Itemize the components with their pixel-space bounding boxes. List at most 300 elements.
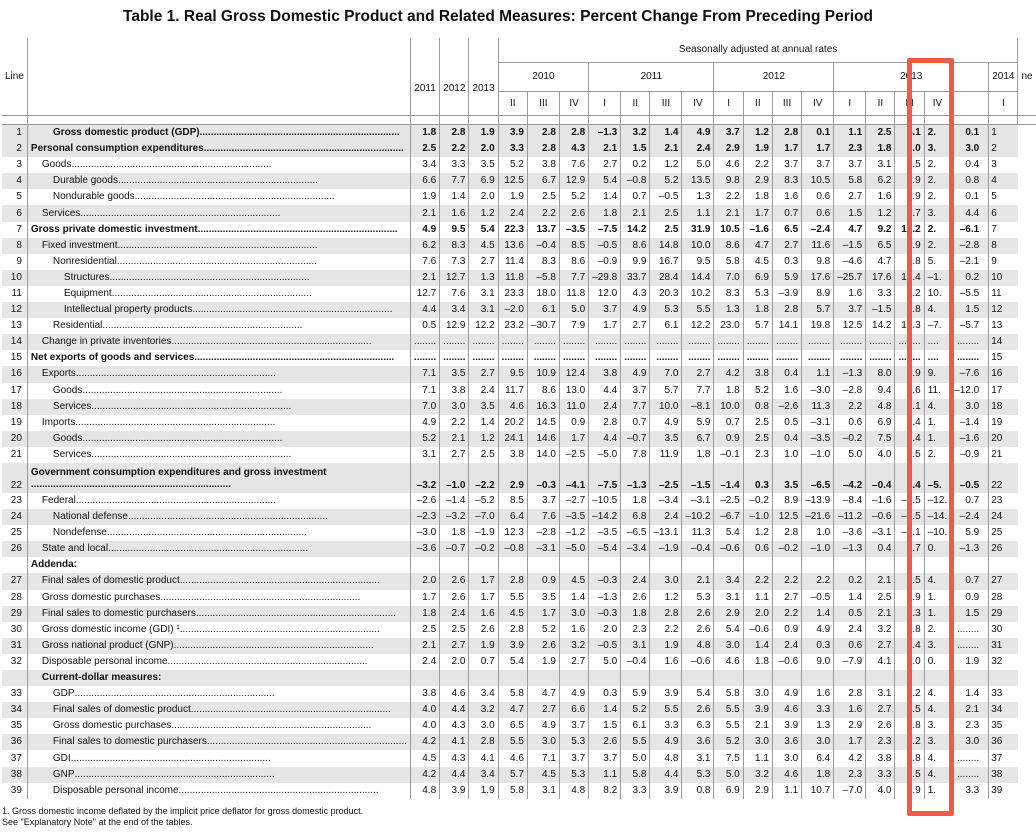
quarter-year-2010: 2010 [498,63,589,92]
value-cell: –14.2 [589,509,621,525]
leader-dots: ........................................................................ [160,591,361,603]
value-cell: 2.8 [527,125,559,142]
value-cell: 0.8 [682,783,714,799]
value-cell: 9.5 [682,254,714,270]
value-cell: ........ [772,334,801,350]
value-cell: 3.2 [621,125,650,142]
value-cell: 5.2 [650,173,682,189]
value-cell: –0.6 [743,622,772,638]
value-cell: 9.2 [866,222,895,238]
value-cell: –0.5 [802,590,834,606]
leader-dots: ........................................................................ [171,720,372,732]
header-blank [440,38,469,63]
value-cell: 2.5 [469,447,498,463]
value-cell: 3.0 [951,399,989,415]
value-cell: 5.9 [895,238,924,254]
value-cell: ........ [772,350,801,366]
value-cell: –0.5 [895,509,924,525]
value-cell: 3.7 [559,718,588,734]
value-cell: 4.9 [621,302,650,318]
value-cell: 3.2 [559,638,588,654]
value-cell: 0.4 [895,463,924,493]
value-cell: 1.3 [714,302,743,318]
line-number-right: 38 [989,767,1018,783]
value-cell: 5.5 [621,734,650,750]
value-cell: 0.8 [743,399,772,415]
value-cell: 2.7 [866,638,895,654]
value-cell: 28.4 [650,270,682,286]
line-header: Line [2,38,27,116]
value-cell: 1.1 [772,783,801,799]
value-cell: 3.4 [469,767,498,783]
value-cell: 4. [924,686,950,702]
gdp-table [2,38,1036,799]
value-cell: 0.1 [951,189,989,205]
leader-dots: ........................................................................ [82,384,283,396]
value-cell: 2.8 [650,606,682,622]
value-cell: 6.6 [410,173,439,189]
leader-dots: ........................................................................ [75,495,276,507]
table-row [2,447,1036,463]
value-cell: 11.8 [559,286,588,302]
value-cell: 2.3 [866,734,895,750]
line-number: 14 [2,334,27,350]
value-cell: 3.5 [440,366,469,382]
value-cell: ........ [951,767,989,783]
value-cell: ........ [895,334,924,350]
value-cell: 2.1 [440,431,469,447]
value-cell: ........ [895,350,924,366]
value-cell: 13.5 [682,173,714,189]
leader-dots: ........................................................................ [102,320,303,332]
value-cell: 4.2 [895,734,924,750]
value-cell: 3.3 [866,286,895,302]
value-cell: 5.4 [714,622,743,638]
value-cell: 17.6 [802,270,834,286]
value-cell: 6.1 [650,318,682,334]
value-cell: 5.8 [714,254,743,270]
table-row [2,750,1036,766]
value-cell: 3. [924,718,950,734]
value-cell: 4.8 [682,638,714,654]
line-number: 31 [2,638,27,654]
value-cell: 3.0 [559,606,588,622]
quarter-label: IV [924,92,950,116]
value-cell: 2.2 [650,622,682,638]
value-cell: –2.8 [834,383,866,399]
value-cell: 4.3 [621,286,650,302]
row-label [27,622,410,638]
value-cell: 3.7 [559,750,588,766]
value-cell: 0.6 [802,205,834,221]
value-cell: 4.9 [772,686,801,702]
value-cell: 7.6 [559,157,588,173]
leader-dots: ........................................................................ [167,655,368,667]
value-cell: 0. [924,541,950,557]
value-cell: 6.5 [866,238,895,254]
value-cell: –1.0 [802,541,834,557]
row-label-text: National defense [52,511,128,523]
value-cell: 11.3 [682,525,714,541]
table-row [2,431,1036,447]
value-cell: 8.5 [559,238,588,254]
value-cell: 17.2 [895,222,924,238]
table-row [2,493,1036,509]
value-cell: –0.8 [621,173,650,189]
value-cell: –2.8 [527,525,559,541]
line-number-right: 5 [989,189,1018,205]
gap-cell [650,116,682,125]
row-label [27,383,410,399]
value-cell: 2.3 [834,141,866,157]
row-label-text: Federal [41,495,76,507]
value-cell: 4.1 [866,654,895,670]
value-cell: 3. [924,734,950,750]
value-cell: 3.8 [498,447,527,463]
value-cell: –5.8 [527,270,559,286]
value-cell: 0.3 [772,254,801,270]
line-number-right: 14 [989,334,1018,350]
leader-dots: ........................................................................ [109,271,310,283]
value-cell: 13.0 [559,383,588,399]
value-cell: –2.4 [951,509,989,525]
value-cell: 1.8 [410,606,439,622]
value-cell: 0.7 [951,573,989,589]
value-cell: 2.5 [410,622,439,638]
value-cell: ........ [834,350,866,366]
value-cell: 7.9 [895,173,924,189]
line-number: 36 [2,734,27,750]
value-cell: –1.5 [895,493,924,509]
value-cell: 20.2 [498,415,527,431]
value-cell: 3.9 [650,686,682,702]
value-cell: 1.7 [834,734,866,750]
row-label-text: Imports [41,416,76,428]
value-cell: 0.9 [951,590,989,606]
value-cell: 2.5 [410,141,439,157]
value-cell: 8.6 [714,238,743,254]
gap-cell [714,116,743,125]
value-cell: 33.7 [621,270,650,286]
value-cell: 3.7 [527,493,559,509]
value-cell: 4.5 [895,702,924,718]
value-cell: 3.9 [743,702,772,718]
value-cell: 2.1 [951,702,989,718]
row-label-text: Gross domestic purchases [52,720,172,732]
value-cell: 1.1 [743,590,772,606]
value-cell: 5.3 [650,302,682,318]
value-cell: 4.5 [527,767,559,783]
row-label-text: GDP [52,688,75,700]
value-cell: 3. [924,638,950,654]
value-cell: –1.9 [650,541,682,557]
value-cell: 2.9 [895,189,924,205]
value-cell: 1.6 [866,189,895,205]
table-title: Table 1. Real Gross Domestic Product and Related Measures: Percent Change From Preceding Period [123,8,873,25]
leader-dots: ........................................................................ [206,736,407,748]
value-cell: 5.0 [559,302,588,318]
row-label-text: Goods [52,432,83,444]
value-cell: 4.9 [682,125,714,142]
value-cell: 3.2 [743,767,772,783]
value-cell: 2.5 [895,573,924,589]
row-label-text: Gross domestic product (GDP) [52,127,200,139]
value-cell: 1.5 [951,606,989,622]
line-number: 37 [10,752,22,764]
value-cell [834,670,866,686]
quarter-year-2011: 2011 [589,63,714,92]
value-cell: –2.5 [650,463,682,493]
value-cell: 1.8 [866,141,895,157]
value-cell: 24.1 [498,431,527,447]
label-header-spacer [27,38,410,116]
value-cell: 12.4 [559,366,588,382]
value-cell: 4.6 [498,399,527,415]
line-number: 6 [2,205,27,221]
line-number-right: 13 [989,318,1018,334]
value-cell [772,557,801,573]
value-cell: ........ [682,350,714,366]
value-cell: 4.5 [469,238,498,254]
value-cell: –0.6 [866,509,895,525]
value-cell: 1.7 [469,590,498,606]
value-cell: –8.1 [682,399,714,415]
value-cell: 1.0 [802,525,834,541]
value-cell: 3.4 [714,573,743,589]
value-cell: –6.1 [951,222,989,238]
value-cell: ........ [410,334,439,350]
value-cell: 1.2 [866,205,895,221]
line-number: 32 [10,655,22,667]
value-cell: 1.4 [440,189,469,205]
value-cell: –0.3 [589,606,621,622]
line-number: 25 [10,527,22,539]
value-cell: –7.0 [469,509,498,525]
value-cell: 5.5 [682,302,714,318]
value-cell: ........ [743,350,772,366]
value-cell: 1.8 [895,622,924,638]
value-cell: 4.6 [440,686,469,702]
value-cell: 1.9 [469,125,498,142]
value-cell: 1.5 [589,718,621,734]
value-cell: 6.9 [743,270,772,286]
value-cell: ........ [650,334,682,350]
value-cell: –1.9 [469,525,498,541]
line-number-right: 30 [989,622,1018,638]
value-cell: 2. [924,157,950,173]
value-cell: 5.2 [498,157,527,173]
value-cell: 2.4 [650,509,682,525]
line-number-right: 15 [989,350,1018,366]
value-cell: 7.7 [440,173,469,189]
value-cell: –6.5 [802,463,834,493]
quarter-label: III [650,92,682,116]
value-cell [469,670,498,686]
value-cell: 1.9 [527,654,559,670]
value-cell: 2.0 [469,141,498,157]
value-cell: 1.7 [802,141,834,157]
value-cell: 0.6 [834,415,866,431]
value-cell: 0.6 [802,189,834,205]
value-cell: 0.2 [895,286,924,302]
value-cell: 4.3 [440,718,469,734]
value-cell: ........ [951,350,989,366]
value-cell: 7.1 [410,383,439,399]
row-label [27,415,410,431]
value-cell: 1.6 [440,205,469,221]
value-cell: 12.5 [834,318,866,334]
line-number-right: 18 [989,399,1018,415]
leader-dots: ........................................................................ [197,223,398,235]
value-cell: –0.3 [527,463,559,493]
header-blank [469,38,498,63]
value-cell: ........ [650,350,682,366]
line-number: 26 [2,541,27,557]
value-cell: 1.4 [834,590,866,606]
value-cell: 1.6 [650,654,682,670]
value-cell: 2.7 [772,238,801,254]
value-cell: 4.0 [410,702,439,718]
annual-year-2013: 2013 [469,63,498,116]
value-cell: 3.0 [895,654,924,670]
value-cell: ........ [440,350,469,366]
value-cell: 13.7 [527,222,559,238]
row-label [27,318,410,334]
value-cell: 7.7 [682,383,714,399]
line-number-right: 33 [989,686,1018,702]
value-cell: 0.7 [714,415,743,431]
value-cell: 3.0 [772,750,801,766]
value-cell: 1. [924,590,950,606]
table-row [2,189,1036,205]
quarter-label: III [772,92,801,116]
leader-dots: ........................................................................ [171,336,372,348]
value-cell: 12.9 [440,318,469,334]
value-cell: –11.2 [834,509,866,525]
row-label-text: Services [41,207,81,219]
value-cell: 3.9 [498,638,527,654]
value-cell: 22.3 [498,222,527,238]
value-cell: 2.1 [410,270,439,286]
value-cell: 6.1 [527,302,559,318]
table-row [2,670,1036,686]
value-cell: 2.1 [410,638,439,654]
value-cell: –29.8 [589,270,621,286]
line-number: 2 [2,141,27,157]
row-label-text: Change in private inventories [41,336,172,348]
table-row [2,173,1036,189]
row-label-text: Personal consumption expenditures [30,143,204,155]
value-cell: 3.5 [469,399,498,415]
value-cell: 3.2 [469,702,498,718]
value-cell: –4.1 [559,463,588,493]
value-cell: 2.6 [866,718,895,734]
value-cell: 0.2 [621,157,650,173]
leader-dots: ........................................................................ [117,239,318,251]
value-cell: 3.9 [772,718,801,734]
leader-dots: ........................................................................ [194,352,395,364]
value-cell: –1.4 [714,463,743,493]
value-cell: 12.0 [589,286,621,302]
line-number: 22 [2,463,27,493]
value-cell: 1.3 [682,189,714,205]
value-cell: –0.5 [589,638,621,654]
value-cell: –3.5 [559,222,588,238]
line-number-right: 17 [989,383,1018,399]
value-cell: 6.2 [895,686,924,702]
table-row [2,383,1036,399]
line-number: 13 [10,320,22,332]
value-cell: 1.5 [621,141,650,157]
value-cell: 10.9 [527,366,559,382]
leader-dots: ........................................................................ [195,607,396,619]
row-label-text: GDI [52,752,71,764]
value-cell: 2.3 [743,447,772,463]
table-row [2,399,1036,415]
table-row [2,415,1036,431]
line-number: 24 [2,509,27,525]
value-cell: ........ [559,350,588,366]
row-label-text: Final sales to domestic purchasers [41,607,196,619]
value-cell: 2.4 [895,415,924,431]
row-label-text: Current-dollar measures: [41,672,162,684]
value-cell: 8.3 [527,254,559,270]
value-cell: 2.3 [895,606,924,622]
row-label [27,173,410,189]
quarter-label: III [895,92,924,116]
value-cell: 5.4 [469,222,498,238]
value-cell: 3.0 [527,734,559,750]
value-cell: 5.5 [650,702,682,718]
footnote-1: 1. Gross domestic income deflated by the implicit price deflator for gross domestic product. [2,806,364,816]
value-cell: 3.0 [743,734,772,750]
value-cell: 4.4 [650,767,682,783]
value-cell: –1.3 [834,366,866,382]
value-cell: 2.8 [469,734,498,750]
value-cell: 8.3 [772,173,801,189]
value-cell: 4.8 [895,254,924,270]
footnotes [2,806,363,828]
value-cell: –0.2 [743,493,772,509]
value-cell: –8.4 [834,493,866,509]
value-cell: 9.9 [621,254,650,270]
value-cell: 3.3 [621,783,650,799]
header-row-seasonal [2,38,1036,63]
value-cell: 4.0 [866,447,895,463]
quarter-label: I [589,92,621,116]
value-cell: 4.9 [410,222,439,238]
value-cell: –3.1 [866,525,895,541]
line-number [2,670,27,686]
value-cell: 5.2 [410,431,439,447]
value-cell: 3.0 [802,734,834,750]
table-row [2,590,1036,606]
row-label-text: Net exports of goods and services [30,352,195,364]
value-cell: 1.6 [772,189,801,205]
value-cell: 1.7 [895,541,924,557]
value-cell: 0.9 [772,622,801,638]
gap-cell [410,116,439,125]
value-cell: 1.4 [469,415,498,431]
value-cell: 7.9 [559,318,588,334]
value-cell: 2.4 [440,606,469,622]
value-cell: 4. [924,702,950,718]
value-cell: 4. [924,767,950,783]
table-row [2,541,1036,557]
value-cell: 1.8 [621,493,650,509]
value-cell: 3.3 [802,702,834,718]
table-row [2,125,1036,142]
